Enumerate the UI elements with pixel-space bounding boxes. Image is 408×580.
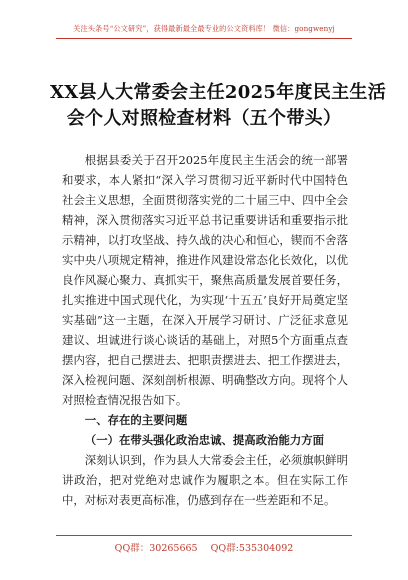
subsection-paragraph-1: 深刻认识到，作为县人大常委会主任，必须旗帜鲜明讲政治，把对党绝对忠诚作为履职之本。但在实际工作中，对标对表更高标准，仍感到存在一些差距和不足。 <box>62 453 348 507</box>
title-line-1: XX县人大常委会主任2025年度民主生活 <box>50 82 387 103</box>
document-body <box>62 150 348 510</box>
section-heading-1: 一、存在的主要问题 <box>84 413 188 427</box>
footer-divider <box>56 535 352 536</box>
title-line-2: 会个人对照检查材料（五个带头） <box>66 108 342 129</box>
header-divider <box>56 38 352 39</box>
subsection-heading-1: （一）在带头强化政治忠诚、提高政治能力方面 <box>84 433 325 447</box>
footer-qq-group-2: QQ群:535304092 <box>210 543 294 554</box>
footer-qq-group-1: QQ群：30265665 <box>114 543 198 554</box>
document-title <box>50 80 387 132</box>
intro-paragraph: 根据县委关于召开2025年度民主生活会的统一部署和要求，本人紧扣“深入学习贯彻习近平新时代中国特色社会主义思想，全面贯彻落实党的二十届三中、四中全会精神，深入贯彻落实习近平总书记重要讲话和重要指示批示精神，以打攻坚战、持久战的决心和恒心，锲而不舍落实中央八项规定精神，推进作风建设常态化长效化，以优良作风凝心聚力、真抓实干，聚焦高质量发展首要任务，扎实推进中国式现代化，为实现‘十五五’良好开局奠定坚实基础”这一主题，在深入开展学习研讨、广泛征求意见建议、坦诚进行谈心谈话的基础上，对照5个方面重点查摆内容，把自己摆进去、把职责摆进去、把工作摆进去，深入检视问题、深刻剖析根源、明确整改方向。现将个人对照检查情况报告如下。 <box>62 153 348 407</box>
footer <box>0 540 408 554</box>
header-banner: 关注头条号“公文研究”，获得最新最全最专业的公文资料库！ 微信：gongwenyj <box>73 24 335 33</box>
